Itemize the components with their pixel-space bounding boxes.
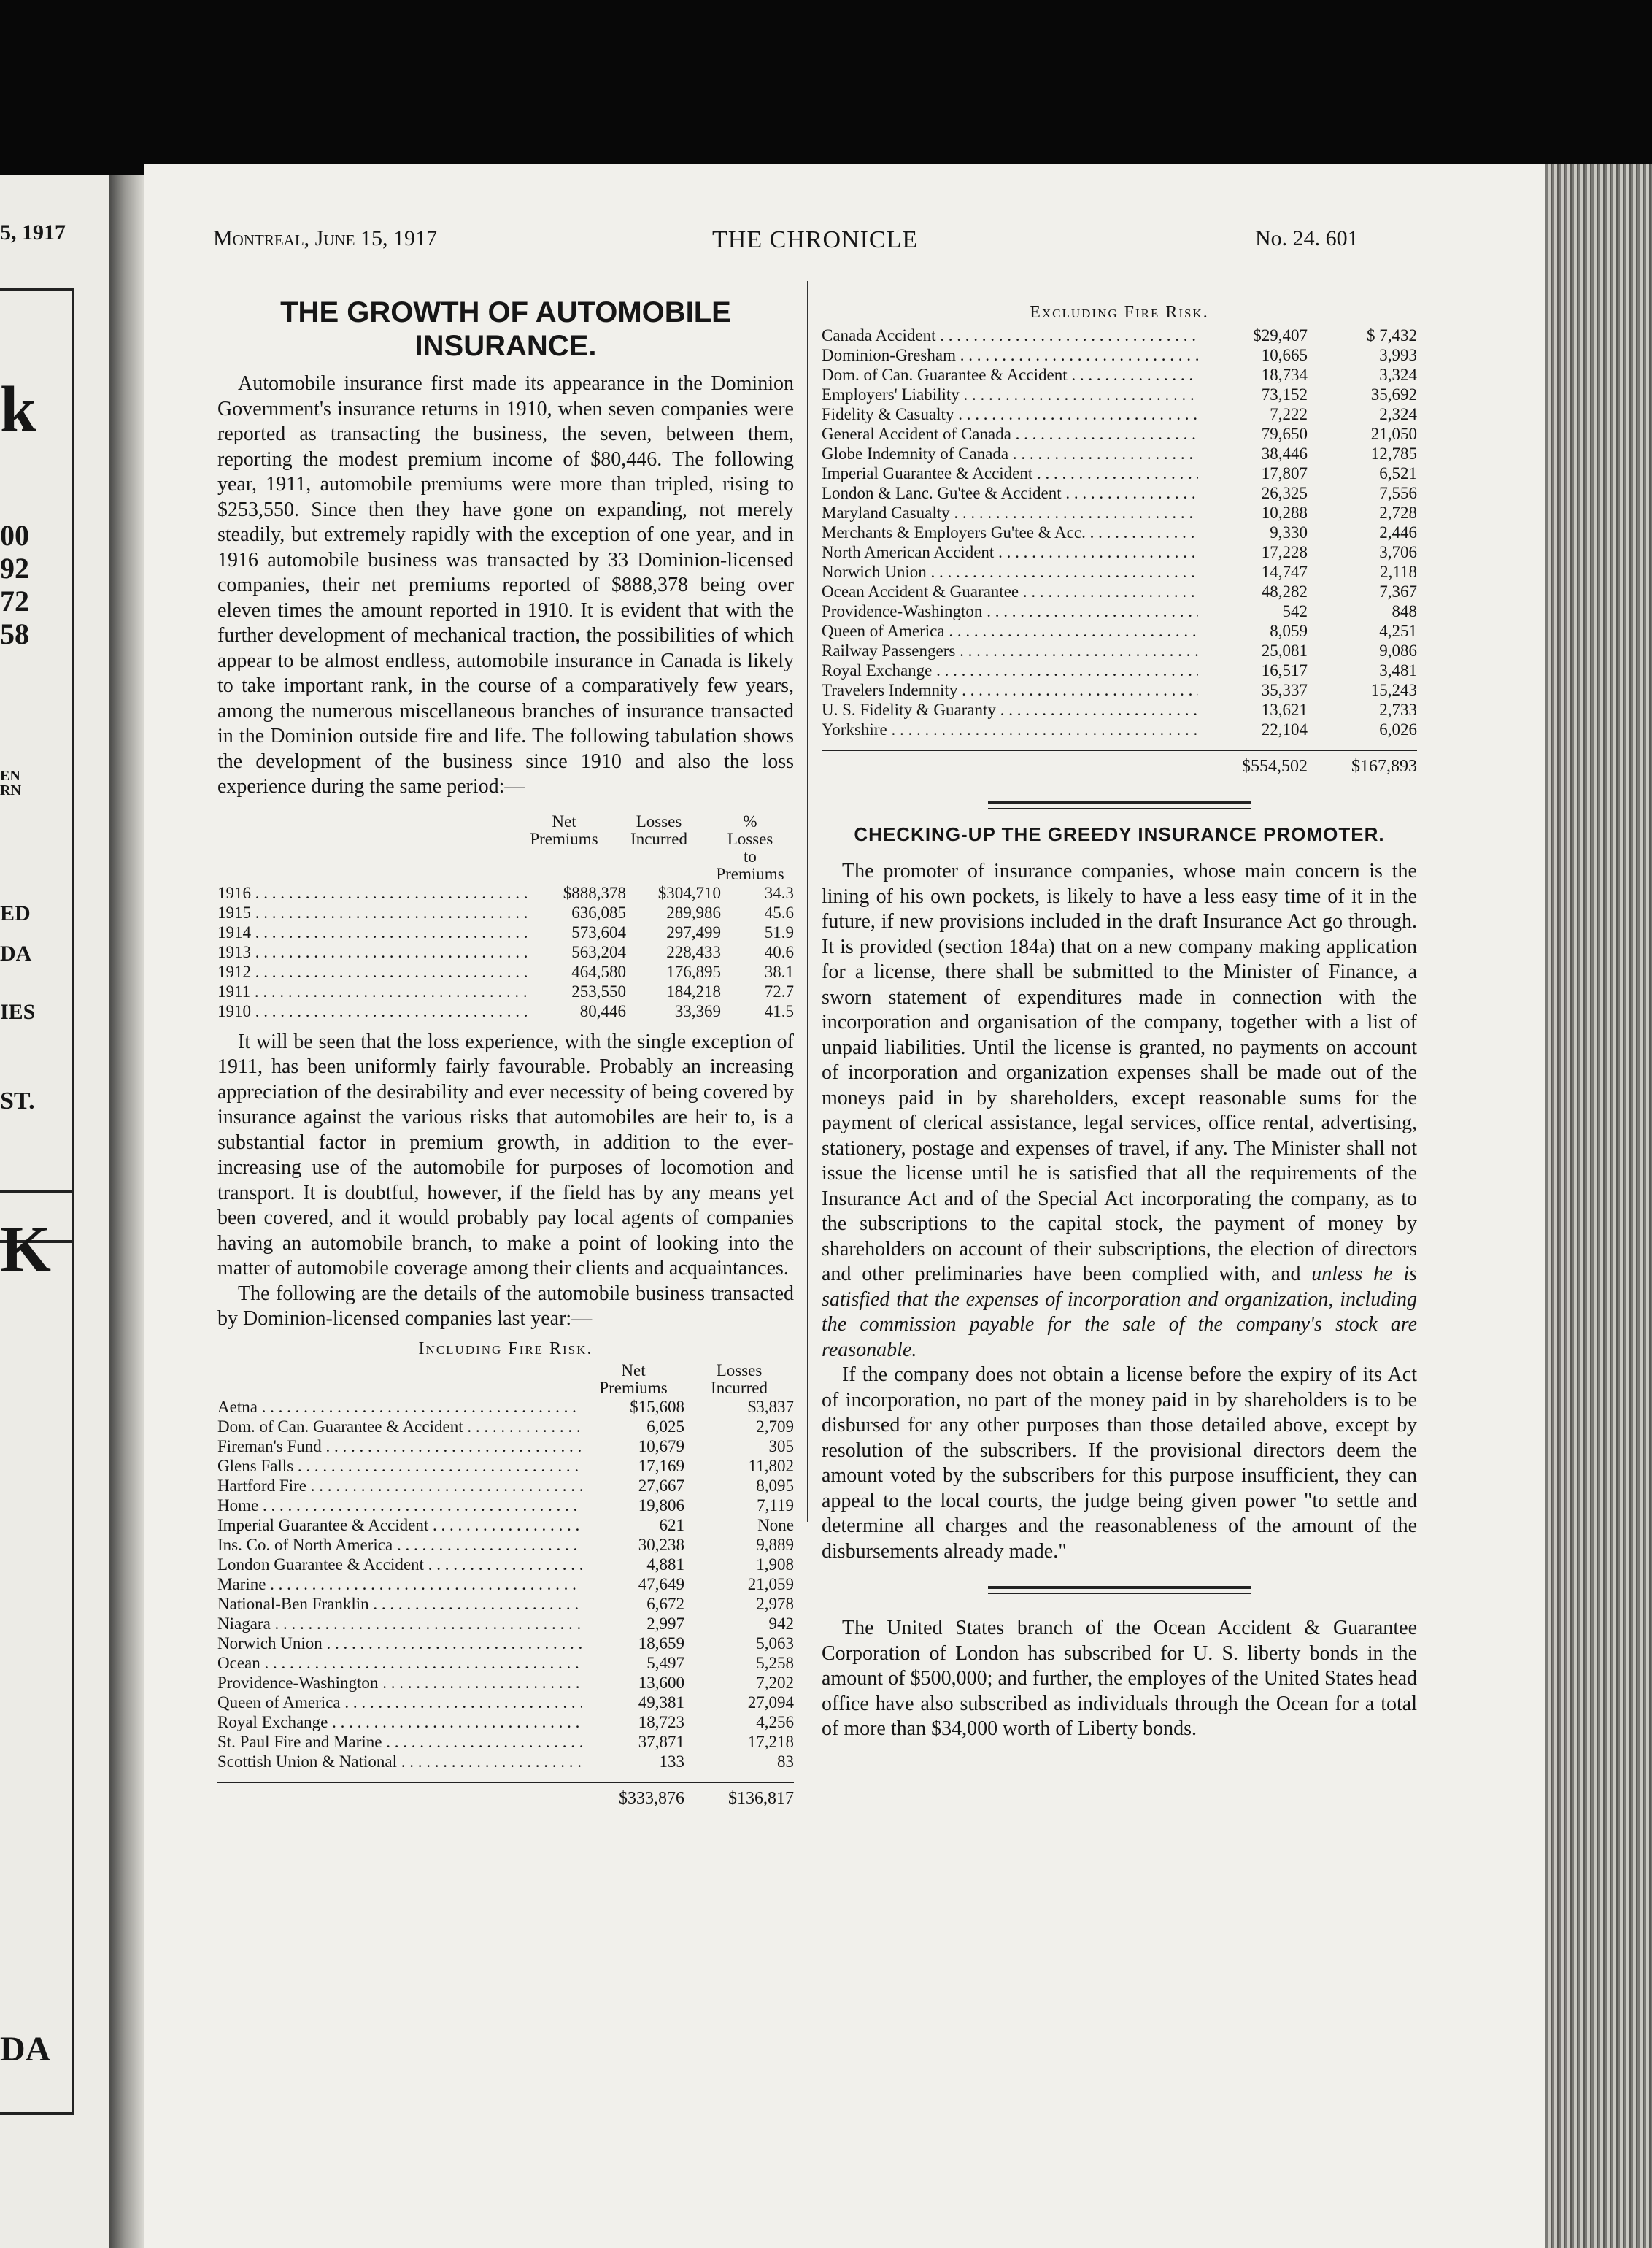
row-label: Dom. of Can. Guarantee & Accident . . .: [217, 1417, 582, 1436]
table-row: [822, 562, 1417, 582]
table-row: [822, 404, 1417, 424]
cell-value: 49,381: [638, 1693, 684, 1712]
row-label: Railway Passengers . . .: [822, 641, 1198, 661]
table-row: [217, 1594, 794, 1614]
table-row: [217, 1633, 794, 1653]
year-table-header: [217, 813, 794, 883]
article-paragraph: The United States branch of the Ocean Accident & Guarantee Corporation of London has subscribed for U. S. liberty bonds in the amount of $500,000; and further, the employes of the United States head office have also subscribed as individuals through the Ocean for a total of more than $34,000 worth of Liberty bonds.: [822, 1617, 1417, 1740]
cell-value: 636,085: [571, 903, 626, 922]
cell-value: 7,222: [1270, 405, 1308, 423]
row-label: Norwich Union . . .: [822, 562, 1198, 582]
cell-value: 79,650: [1261, 425, 1308, 443]
cell-value: 13,600: [638, 1673, 684, 1692]
cell-value: 2,324: [1379, 405, 1417, 423]
cell-value: 80,446: [579, 1001, 626, 1020]
table-row: [822, 463, 1417, 483]
cell-value: 2,728: [1379, 504, 1417, 522]
including-fire-table: [217, 1362, 794, 1809]
cell-value: 6,025: [646, 1417, 684, 1436]
table-row: [217, 962, 794, 982]
row-label: Royal Exchange . . .: [217, 1712, 582, 1732]
row-label: Canada Accident . . .: [822, 326, 1198, 345]
cell-value: 12,785: [1370, 444, 1417, 463]
cell-value: 228,433: [666, 942, 721, 961]
cell-value: 6,026: [1379, 720, 1417, 739]
row-label: Royal Exchange . . .: [822, 661, 1198, 680]
row-label: National-Ben Franklin . . .: [217, 1594, 582, 1614]
table-row: [822, 680, 1417, 700]
row-label: Fidelity & Casualty . . .: [822, 404, 1198, 424]
total-losses: $167,893: [1351, 757, 1417, 776]
row-label: Aetna . . .: [217, 1397, 582, 1417]
article-paragraph: If the company does not obtain a license before the expiry of its Act of incorporation, no part of the money paid in by shareholders is to be disbursed for any other purposes than those detailed above, except by resolution of the subscribers. If the provisional directors deem the amount voted by the subscribers for this purpose insufficient, they can appeal to the local courts, the judge being given power "to settle and determine all charges and the reasonableness of the amount of the disbursements already made.": [822, 1363, 1417, 1563]
table-row: [822, 700, 1417, 720]
ad-fragment: ST.: [0, 1088, 35, 1115]
cell-value: 35,337: [1261, 681, 1308, 699]
cell-value: 5,063: [756, 1633, 794, 1652]
cell-value: 621: [659, 1515, 684, 1534]
excluding-fire-table: [822, 326, 1417, 777]
cell-value: 18,723: [638, 1712, 684, 1731]
page-stack-edge: [1545, 164, 1652, 2248]
column-header: Net Premiums: [530, 812, 598, 848]
cell-value: 33,369: [674, 1001, 721, 1020]
section-label: Including Fire Risk.: [418, 1339, 593, 1358]
table-row: [217, 942, 794, 962]
cell-value: 27,094: [747, 1693, 794, 1712]
cell-value: 9,889: [756, 1535, 794, 1554]
cell-value: 3,481: [1379, 661, 1417, 680]
table-row: [217, 1001, 794, 1021]
row-label: 1915 . . .: [217, 903, 531, 923]
cell-value: $304,710: [657, 883, 721, 902]
row-label: Providence-Washington . . .: [822, 601, 1198, 621]
row-label: Travelers Indemnity . . .: [822, 680, 1198, 700]
cell-value: 942: [768, 1614, 794, 1633]
table-row: [217, 1535, 794, 1555]
row-label: Providence-Washington . . .: [217, 1673, 582, 1693]
cell-value: None: [757, 1515, 794, 1534]
section-divider: [988, 1586, 1251, 1594]
cell-value: 2,118: [1380, 563, 1417, 581]
cell-value: 11,802: [748, 1456, 794, 1475]
table-row: [217, 1752, 794, 1771]
cell-value: 15,243: [1370, 681, 1417, 699]
cell-value: 17,169: [638, 1456, 684, 1475]
row-label: Ocean Accident & Guarantee . . .: [822, 582, 1198, 601]
running-header-date: Montreal, June 15, 1917: [213, 226, 437, 250]
running-header-title: THE CHRONICLE: [712, 226, 919, 253]
cell-value: 573,604: [571, 923, 626, 942]
table-row: [217, 982, 794, 1001]
excluding-fire-totals: [822, 750, 1417, 777]
cell-value: 10,288: [1261, 504, 1308, 522]
left-column: [217, 296, 794, 1817]
table-row: [217, 1456, 794, 1476]
including-fire-totals: [217, 1782, 794, 1809]
cell-value: 176,895: [666, 962, 721, 981]
cell-value: 7,202: [756, 1673, 794, 1692]
cell-value: 26,325: [1261, 484, 1308, 502]
row-label: Fireman's Fund . . .: [217, 1436, 582, 1456]
cell-value: 40.6: [764, 942, 794, 961]
total-premiums: $554,502: [1242, 757, 1308, 776]
row-label: North American Accident . . .: [822, 542, 1198, 562]
ad-fragment: K: [0, 1213, 52, 1285]
cell-value: 2,446: [1379, 523, 1417, 542]
table-row: [217, 1417, 794, 1436]
table-row: [217, 1712, 794, 1732]
total-premiums: $333,876: [619, 1788, 684, 1808]
row-label: Dominion-Gresham . . .: [822, 345, 1198, 365]
previous-page-date: 5, 1917: [0, 220, 66, 245]
cell-value: 7,556: [1379, 484, 1417, 502]
table-row: [217, 1614, 794, 1633]
row-label: 1916 . . .: [217, 883, 531, 903]
table-row: [822, 483, 1417, 503]
row-label: 1914 . . .: [217, 923, 531, 942]
cell-value: 19,806: [638, 1496, 684, 1514]
newspaper-page: [144, 164, 1545, 2248]
cell-value: 38.1: [764, 962, 794, 981]
row-label: Maryland Casualty . . .: [822, 503, 1198, 523]
cell-value: 3,993: [1379, 346, 1417, 364]
row-label: London Guarantee & Accident . . .: [217, 1555, 582, 1574]
row-label: Ocean . . .: [217, 1653, 582, 1673]
cell-value: 48,282: [1261, 582, 1308, 601]
row-label: Dom. of Can. Guarantee & Accident . . .: [822, 365, 1198, 385]
cell-value: 133: [659, 1752, 684, 1771]
row-label: 1913 . . .: [217, 942, 531, 962]
cell-value: 16,517: [1261, 661, 1308, 680]
cell-value: 184,218: [666, 982, 721, 1001]
table-row: [822, 542, 1417, 562]
row-label: Home . . .: [217, 1496, 582, 1515]
cell-value: 51.9: [764, 923, 794, 942]
row-label: Ins. Co. of North America . . .: [217, 1535, 582, 1555]
cell-value: 17,807: [1261, 464, 1308, 482]
table-row: [822, 444, 1417, 463]
cell-value: 47,649: [638, 1574, 684, 1593]
row-label: Queen of America . . .: [217, 1693, 582, 1712]
cell-value: 9,330: [1270, 523, 1308, 542]
ad-fragment: DA: [0, 2030, 51, 2068]
cell-value: 14,747: [1261, 563, 1308, 581]
table-row: [822, 365, 1417, 385]
cell-value: 17,218: [747, 1732, 794, 1751]
cell-value: 18,659: [638, 1633, 684, 1652]
cell-value: 4,881: [646, 1555, 684, 1574]
cell-value: $29,407: [1253, 326, 1308, 344]
excluding-fire-body: [822, 326, 1417, 739]
table-row: [217, 1397, 794, 1417]
row-label: 1910 . . .: [217, 1001, 531, 1021]
row-label: Marine . . .: [217, 1574, 582, 1594]
table-row: [217, 1673, 794, 1693]
table-row: [217, 1555, 794, 1574]
row-label: 1911 . . .: [217, 982, 531, 1001]
cell-value: 18,734: [1261, 366, 1308, 384]
cell-value: 848: [1392, 602, 1417, 620]
cell-value: 37,871: [638, 1732, 684, 1751]
ad-fragment: k: [0, 374, 37, 446]
table-row: [217, 923, 794, 942]
article-title: CHECKING-UP THE GREEDY INSURANCE PROMOTER.: [854, 823, 1385, 845]
cell-value: 22,104: [1261, 720, 1308, 739]
cell-value: 289,986: [666, 903, 721, 922]
cell-value: 1,908: [756, 1555, 794, 1574]
cell-value: 7,367: [1379, 582, 1417, 601]
book-gutter: [109, 175, 144, 2248]
cell-value: 297,499: [666, 923, 721, 942]
year-table: [217, 813, 794, 1021]
section-divider: [988, 801, 1251, 809]
cell-value: 563,204: [571, 942, 626, 961]
total-losses: $136,817: [728, 1788, 794, 1808]
row-label: General Accident of Canada . . .: [822, 424, 1198, 444]
table-row: [217, 1436, 794, 1456]
cell-value: 4,256: [756, 1712, 794, 1731]
cell-value: 73,152: [1261, 385, 1308, 404]
article-paragraph: [822, 859, 1417, 1363]
column-header: Losses Incurred: [630, 812, 687, 848]
ad-fragment: 00: [0, 519, 29, 552]
cell-value: 9,086: [1379, 642, 1417, 660]
cell-value: 45.6: [764, 903, 794, 922]
cell-value: 7,119: [757, 1496, 794, 1514]
table-row: [217, 1653, 794, 1673]
cell-value: 21,059: [747, 1574, 794, 1593]
cell-value: 10,679: [638, 1436, 684, 1455]
running-header-page-number: No. 24. 601: [1255, 226, 1359, 250]
table-row: [822, 582, 1417, 601]
table-row: [822, 503, 1417, 523]
row-label: Glens Falls . . .: [217, 1456, 582, 1476]
cell-value: 3,324: [1379, 366, 1417, 384]
row-label: 1912 . . .: [217, 962, 531, 982]
row-label: Imperial Guarantee & Accident . . .: [822, 463, 1198, 483]
cell-value: 25,081: [1261, 642, 1308, 660]
including-fire-body: [217, 1397, 794, 1771]
cell-value: 83: [777, 1752, 794, 1771]
cell-value: $ 7,432: [1367, 326, 1417, 344]
cell-value: 2,709: [756, 1417, 794, 1436]
column-header: Net Premiums: [599, 1360, 668, 1397]
cell-value: 35,692: [1370, 385, 1417, 404]
cell-value: $3,837: [747, 1397, 794, 1416]
ad-fragment: ED: [0, 901, 31, 925]
column-header: % Losses to Premiums: [716, 812, 784, 883]
cell-value: 38,446: [1261, 444, 1308, 463]
cell-value: 305: [768, 1436, 794, 1455]
table-row: [822, 641, 1417, 661]
year-table-body: [217, 883, 794, 1021]
table-row: [822, 345, 1417, 365]
cell-value: 542: [1282, 602, 1308, 620]
cell-value: $888,378: [563, 883, 626, 902]
cell-value: 21,050: [1370, 425, 1417, 443]
table-row: [217, 1476, 794, 1496]
article-paragraph: The following are the details of the automobile business transacted by Dominion-licensed companies last year:—: [217, 1282, 794, 1330]
table-row: [217, 883, 794, 903]
cell-value: 2,733: [1379, 701, 1417, 719]
row-label: U. S. Fidelity & Guaranty . . .: [822, 700, 1198, 720]
paragraph-text: The promoter of insurance companies, whose main concern is the lining of his own pockets, is likely to have a less easy time of it in the future, if new provisions included in the draft Insurance Act go through. It is provided (section 184a) that on a new company making application for a license, there shall be submitted to the Minister of Finance, a sworn statement of expenditures made in connection with the incorporation and organisation of the company, together with a list of unpaid liabilities. Until the license is granted, no payments on account of incorporation and organization expenses shall be made out of the moneys paid in by shareholders, except reasonable sums for the payment of clerical assistance, legal services, office rental, advertising, stationery, postage and expenses of travel, if any. The Minister shall not issue the license until he is satisfied that all the requirements of the Insurance Act and of the Special Act incorporating the company, as to the subscriptions to the capital stock, the payment of money by shareholders on account of their subscriptions, the election of directors and other preliminaries have been complied with, and: [822, 860, 1417, 1285]
cell-value: 30,238: [638, 1535, 684, 1554]
row-label: Niagara . . .: [217, 1614, 582, 1633]
italic-text: unless he is satisfied that the expenses of incorporation and organization, including the commission payable for the sale of the company's stock are reasonable.: [822, 1263, 1418, 1361]
row-label: Globe Indemnity of Canada . . .: [822, 444, 1198, 463]
cell-value: 10,665: [1261, 346, 1308, 364]
cell-value: 5,497: [646, 1653, 684, 1672]
cell-value: 5,258: [756, 1653, 794, 1672]
section-label: Excluding Fire Risk.: [1030, 303, 1209, 322]
table-row: [822, 661, 1417, 680]
row-label: Imperial Guarantee & Accident . . .: [217, 1515, 582, 1535]
table-row: [822, 326, 1417, 345]
table-row: [822, 424, 1417, 444]
table-row: [822, 523, 1417, 542]
cell-value: 8,095: [756, 1476, 794, 1495]
row-label: Queen of America . . .: [822, 621, 1198, 641]
cell-value: 2,997: [646, 1614, 684, 1633]
cell-value: 72.7: [764, 982, 794, 1001]
table-row: [217, 903, 794, 923]
row-label: Employers' Liability . . .: [822, 385, 1198, 404]
row-label: London & Lanc. Gu'tee & Accident . . .: [822, 483, 1198, 503]
row-label: Merchants & Employers Gu'tee & Acc. . . .: [822, 523, 1198, 542]
cell-value: 6,672: [646, 1594, 684, 1613]
right-column: [822, 274, 1417, 1742]
table-row: [217, 1515, 794, 1535]
table-row: [217, 1693, 794, 1712]
cell-value: 4,251: [1379, 622, 1417, 640]
ad-fragment: RN: [0, 782, 21, 798]
cell-value: 27,667: [638, 1476, 684, 1495]
cell-value: 464,580: [571, 962, 626, 981]
ad-fragment: IES: [0, 1000, 36, 1024]
article-title: THE GROWTH OF AUTOMOBILE INSURANCE.: [280, 296, 731, 362]
row-label: Norwich Union . . .: [217, 1633, 582, 1653]
row-label: St. Paul Fire and Marine . . .: [217, 1732, 582, 1752]
cell-value: 8,059: [1270, 622, 1308, 640]
cell-value: 13,621: [1261, 701, 1308, 719]
article-paragraph: It will be seen that the loss experience, with the single exception of 1911, has been uniformly fairly favourable. Probably an increasing appreciation of the desirability and ever necessity of being covered by insurance against the various risks that automobiles are heir to, is a substantial factor in premium growth, in addition to the ever-increasing use of the automobile for purposes of locomotion and transport. It is doubtful, however, if the field has by any means yet been covered, and it would probably pay local agents of companies having an automobile branch, to make a point of looking into the matter of automobile coverage among their clients and acquaintances.: [217, 1030, 794, 1279]
table-row: [822, 621, 1417, 641]
row-label: Yorkshire . . .: [822, 720, 1198, 739]
article-paragraph: Automobile insurance first made its appearance in the Dominion Government's insurance returns in 1910, when seven companies were reported as transacting the business, the seven, between them, reporting the modest premium income of $80,446. The following year, 1911, automobile premiums were more than tripled, rising to $253,550. Since then they have gone on expanding, not merely steadily, but extremely rapidly with the exception of one year, and in 1916 automobile business was transacted by 33 Dominion-licensed companies, their net premiums reported of $888,378 being over eleven times the amount reported in 1910. It is evident that with the further development of mechanical traction, the possibilities of which appear to be almost endless, automobile insurance in Canada is likely to take important rank, in the course of a comparatively few years, among the numerous miscellaneous branches of insurance transacted in the Dominion outside fire and life. The following tabulation shows the development of the business since 1910 and also the loss experience during the same period:—: [217, 372, 794, 798]
column-rule: [807, 281, 808, 1522]
cell-value: 34.3: [764, 883, 794, 902]
ad-fragment: EN: [0, 768, 20, 784]
ad-fragment: 92: [0, 552, 29, 585]
row-label: Scottish Union & National . . .: [217, 1752, 582, 1771]
row-label: Hartford Fire . . .: [217, 1476, 582, 1496]
cell-value: 2,978: [756, 1594, 794, 1613]
table-row: [217, 1732, 794, 1752]
cell-value: 17,228: [1261, 543, 1308, 561]
including-fire-header: [217, 1362, 794, 1397]
previous-page-ad-border: [0, 1190, 74, 2115]
cell-value: 3,706: [1379, 543, 1417, 561]
column-header: Losses Incurred: [711, 1360, 768, 1397]
ad-fragment: 58: [0, 617, 29, 650]
table-row: [822, 720, 1417, 739]
ad-fragment: 72: [0, 585, 29, 617]
table-row: [822, 601, 1417, 621]
table-row: [217, 1496, 794, 1515]
cell-value: 6,521: [1379, 464, 1417, 482]
ad-fragment: DA: [0, 942, 32, 966]
cell-value: 253,550: [571, 982, 626, 1001]
previous-page-edge: [0, 175, 109, 2248]
cell-value: 41.5: [764, 1001, 794, 1020]
table-row: [822, 385, 1417, 404]
cell-value: $15,608: [630, 1397, 684, 1416]
table-row: [217, 1574, 794, 1594]
